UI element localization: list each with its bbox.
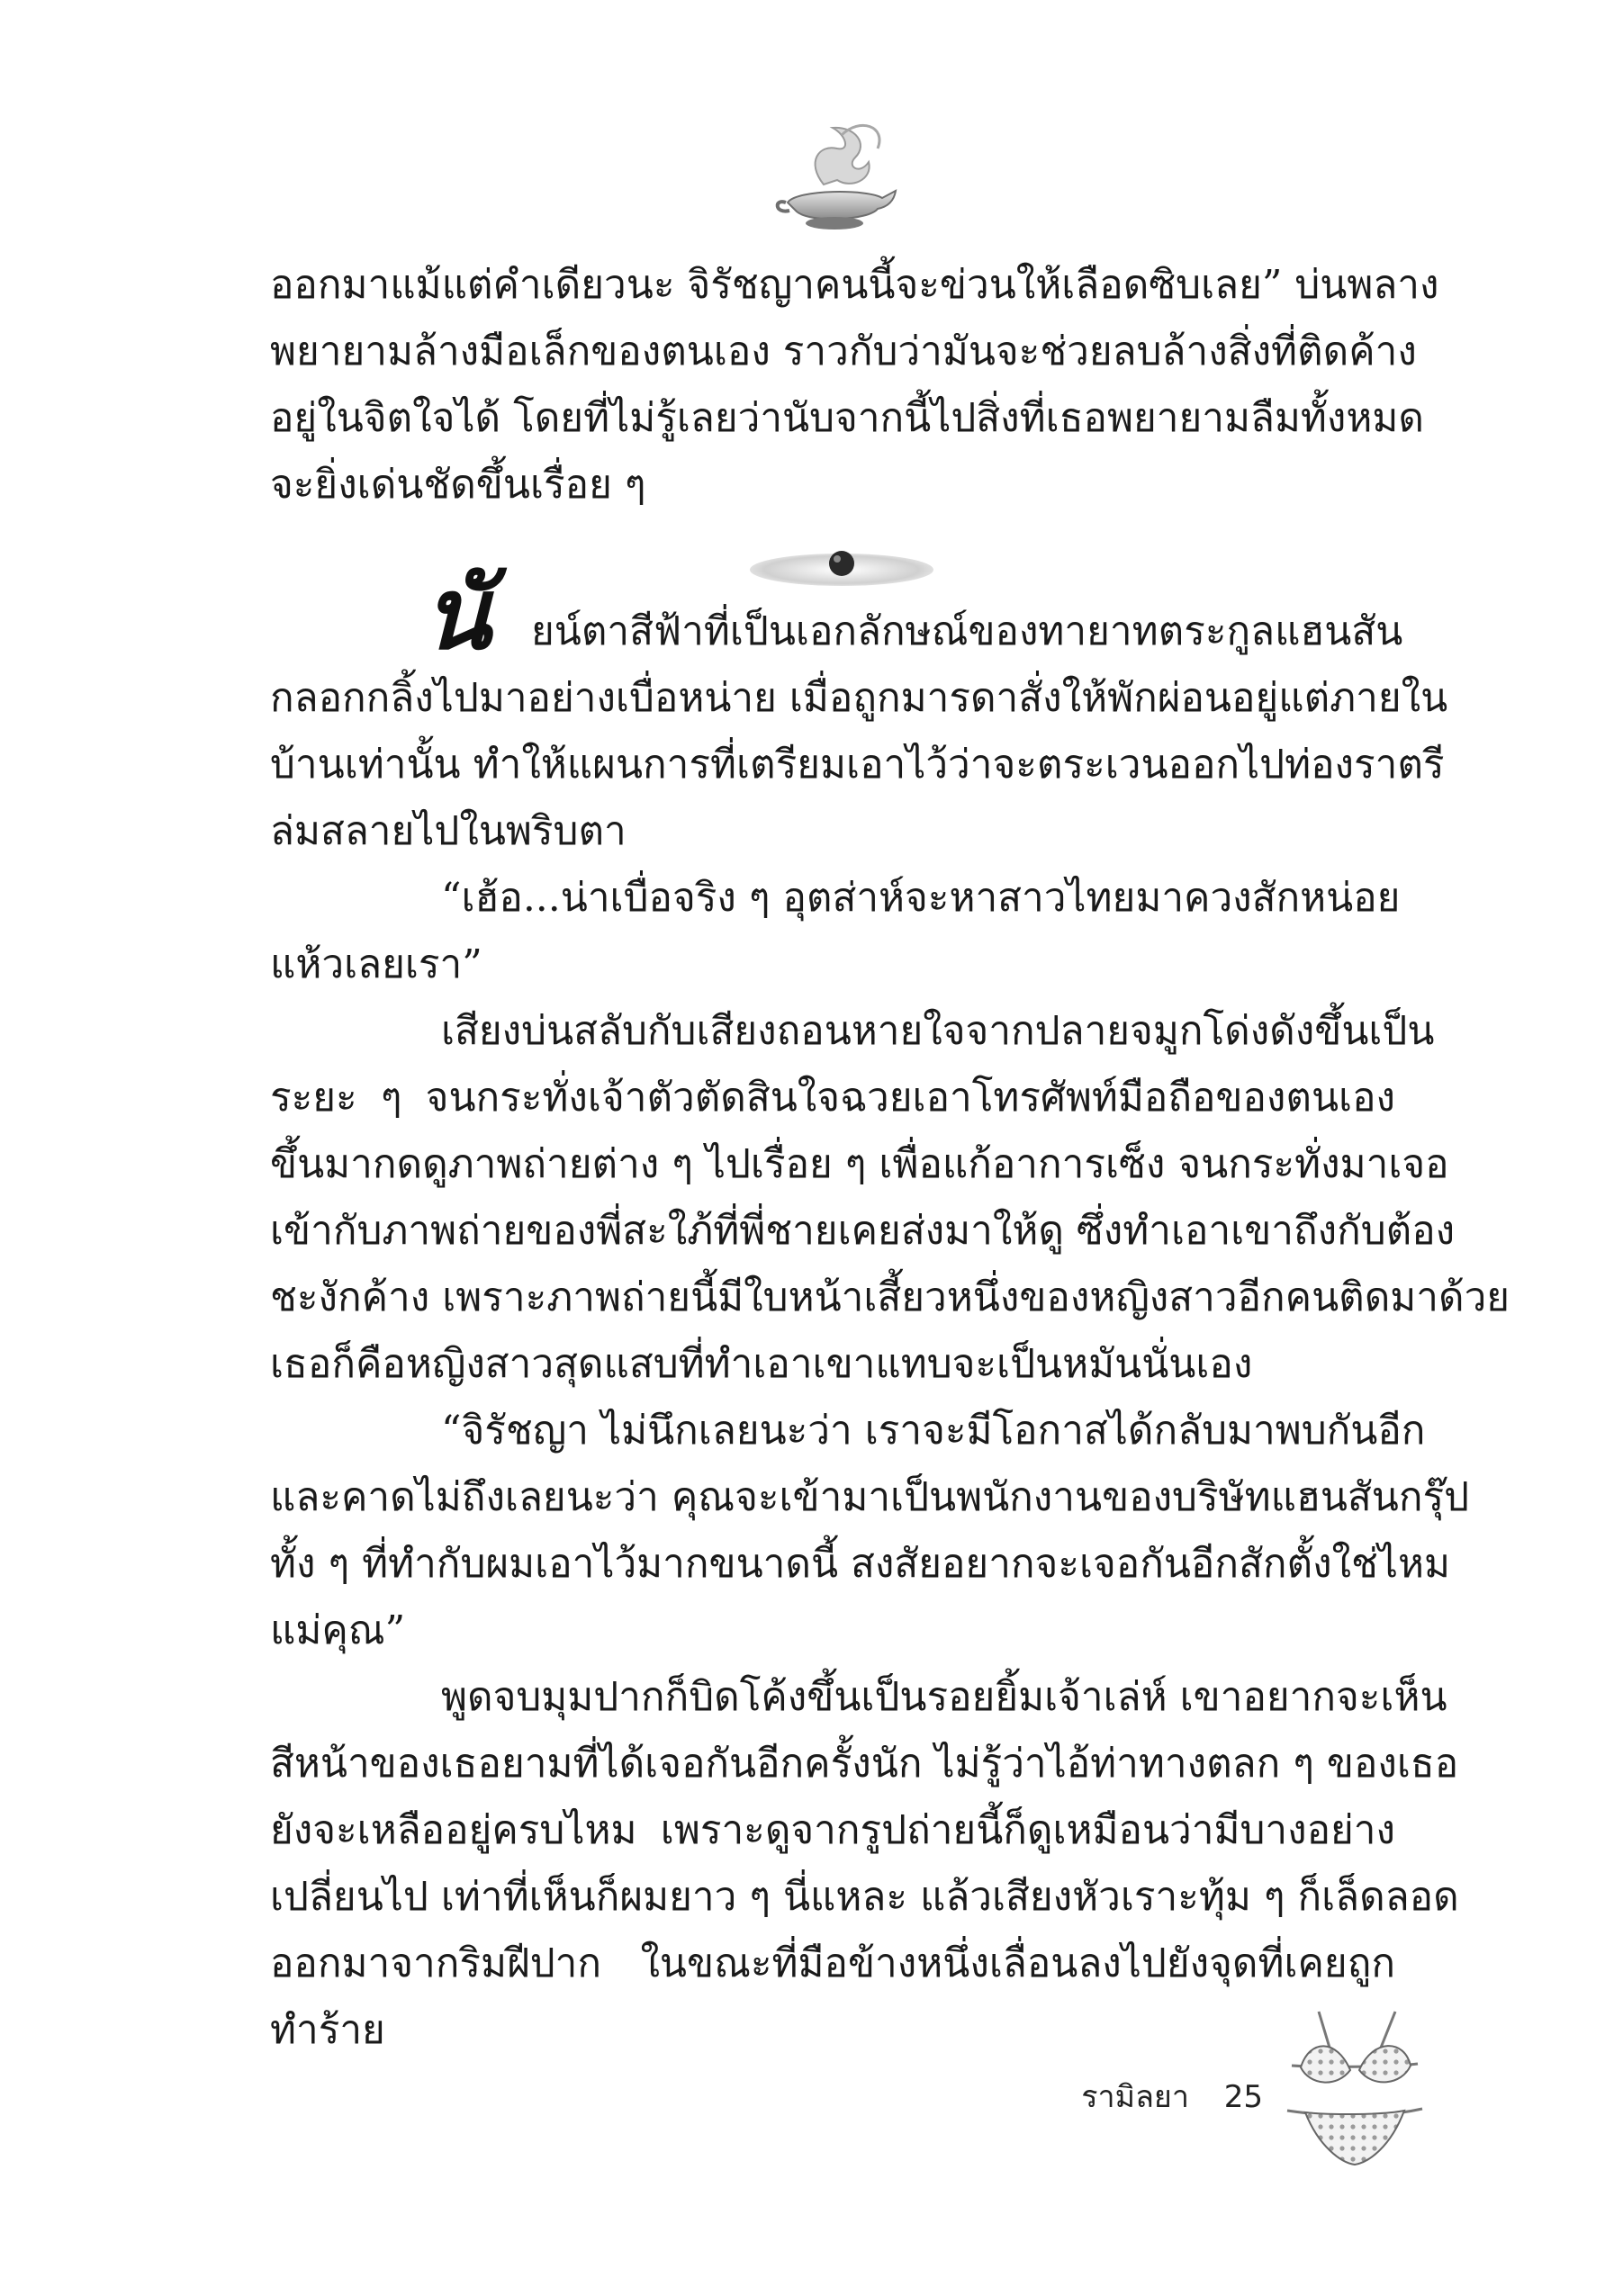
- text-line: ล่มสลายไปในพริบตา: [270, 808, 627, 854]
- text-line: ทำร้าย: [270, 2007, 385, 2053]
- chapter-section: [270, 555, 1510, 2064]
- text-line: บ้านเท่านั้น ทำให้แผนการที่เตรียมเอาไว้ว่าจะตระเวนออกไปท่องราตรี: [270, 742, 1445, 788]
- text-line: เสียงบ่นสลับกับเสียงถอนหายใจจากปลายจมูกโด่งดังขึ้นเป็น: [441, 1008, 1435, 1054]
- text-line: ระยะ ๆ จนกระทั่งเจ้าตัวตัดสินใจฉวยเอาโทรศัพท์มือถือของตนเอง: [270, 1075, 1395, 1121]
- text-line: อยู่ในจิตใจได้ โดยที่ไม่รู้เลยว่านับจากนี้ไปสิ่งที่เธอพยายามลืมทั้งหมด: [270, 395, 1424, 441]
- polka-dot-bikini-icon: [1283, 2003, 1427, 2174]
- page-number: 25: [1223, 2079, 1263, 2115]
- text-line: ออกมาแม้แต่คำเดียวนะ จิรัชญาคนนี้จะข่วนให้เลือดซิบเลย” บ่นพลาง: [270, 262, 1439, 308]
- text-line: ชะงักค้าง เพราะภาพถ่ายนี้มีใบหน้าเสี้ยวหนึ่งของหญิงสาวอีกคนติดมาด้วย: [270, 1274, 1510, 1320]
- text-line: พยายามล้างมือเล็กของตนเอง ราวกับว่ามันจะช่วยลบล้างสิ่งที่ติดค้าง: [270, 329, 1417, 374]
- text-line: ยังจะเหลืออยู่ครบไหม เพราะดูจากรูปถ่ายนี้ก็ดูเหมือนว่ามีบางอย่าง: [270, 1807, 1395, 1853]
- page-footer: [1081, 2072, 1263, 2120]
- opening-paragraph: [270, 252, 1439, 518]
- text-line: จะยิ่งเด่นชัดขึ้นเรื่อย ๆ: [270, 462, 646, 508]
- text-line: เปลี่ยนไป เท่าที่เห็นก็ผมยาว ๆ นี่แหละ แล้วเสียงหัวเราะทุ้ม ๆ ก็เล็ดลอด: [270, 1874, 1459, 1920]
- author-name: รามิลยา: [1081, 2079, 1189, 2115]
- oval-gem-divider-icon: [747, 538, 936, 601]
- genie-lamp-icon: [770, 108, 905, 243]
- text-line: ทั้ง ๆ ที่ทำกับผมเอาไว้มากขนาดนี้ สงสัยอยากจะเจอกันอีกสักตั้งใช่ไหม: [270, 1541, 1451, 1587]
- text-line: แม่คุณ”: [270, 1607, 406, 1653]
- text-line: “จิรัชญา ไม่นึกเลยนะว่า เราจะมีโอกาสได้กลับมาพบกันอีก: [441, 1408, 1426, 1454]
- text-line: แห้วเลยเรา”: [270, 941, 482, 987]
- text-line: สีหน้าของเธอยามที่ได้เจอกันอีกครั้งนัก ไม่รู้ว่าไอ้ท่าทางตลก ๆ ของเธอ: [270, 1741, 1459, 1787]
- drop-cap-line: [270, 555, 1403, 671]
- text-line: เข้ากับภาพถ่ายของพี่สะใภ้ที่พี่ชายเคยส่งมาให้ดู ซึ่งทำเอาเขาถึงกับต้อง: [270, 1208, 1456, 1254]
- text-line: และคาดไม่ถึงเลยนะว่า คุณจะเข้ามาเป็นพนักงานของบริษัทแฮนสันกรุ๊ป: [270, 1474, 1470, 1520]
- drop-cap: นั: [423, 555, 491, 671]
- text-line: กลอกกลิ้งไปมาอย่างเบื่อหน่าย เมื่อถูกมารดาสั่งให้พักผ่อนอยู่แต่ภายใน: [270, 675, 1448, 721]
- text-line: “เฮ้อ...น่าเบื่อจริง ๆ อุตส่าห์จะหาสาวไทยมาควงสักหน่อย: [441, 875, 1401, 921]
- text-line: ขึ้นมากดดูภาพถ่ายต่าง ๆ ไปเรื่อย ๆ เพื่อแก้อาการเซ็ง จนกระทั่งมาเจอ: [270, 1141, 1449, 1187]
- text-line: พูดจบมุมปากก็บิดโค้งขึ้นเป็นรอยยิ้มเจ้าเล่ห์ เขาอยากจะเห็น: [441, 1674, 1447, 1720]
- text-line: ออกมาจากริมฝีปาก ในขณะที่มือข้างหนึ่งเลื่อนลงไปยังจุดที่เคยถูก: [270, 1940, 1395, 1986]
- text-line: ยน์ตาสีฟ้าที่เป็นเอกลักษณ์ของทายาทตระกูลแฮนสัน: [531, 608, 1403, 654]
- text-line: เธอก็คือหญิงสาวสุดแสบที่ทำเอาเขาแทบจะเป็นหมันนั่นเอง: [270, 1341, 1253, 1387]
